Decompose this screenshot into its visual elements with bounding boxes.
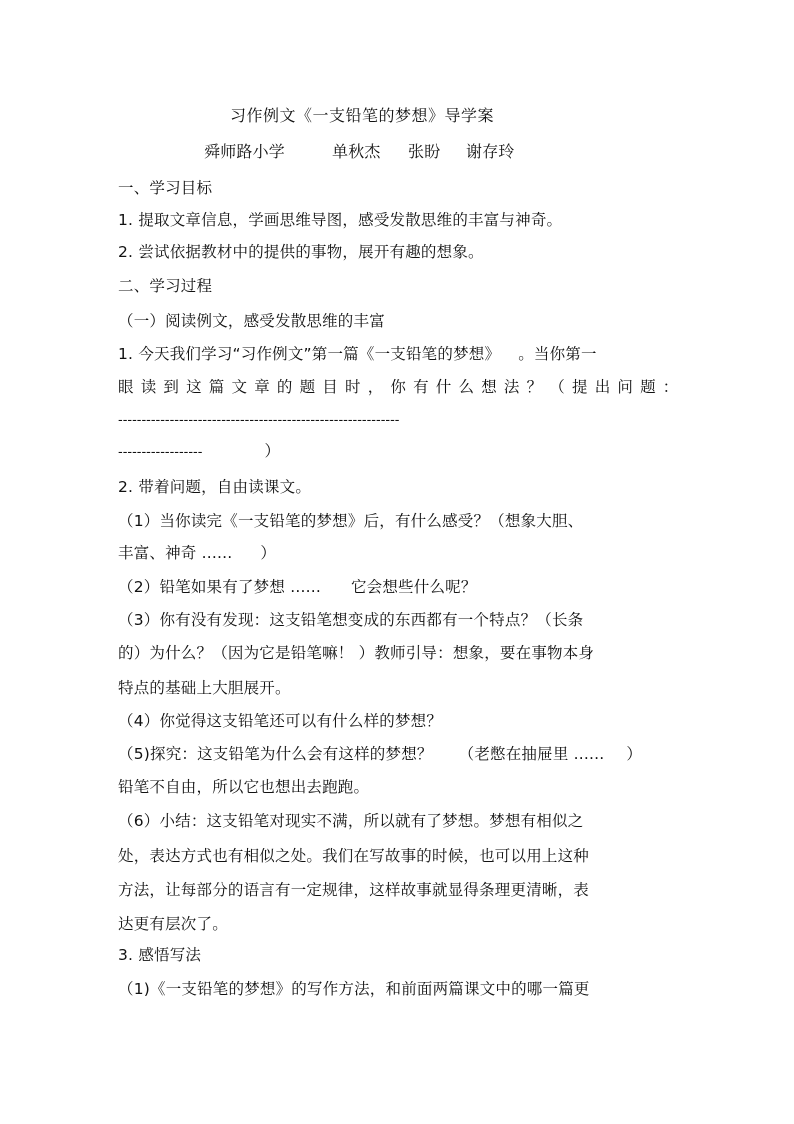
answer-blank-line: ------------------------------------------------------------ bbox=[118, 413, 400, 428]
text-segment: （5)探究：这支铅笔为什么会有这样的梦想？ bbox=[118, 745, 433, 763]
text-segment: ） bbox=[260, 544, 277, 562]
section-heading: 一、学习目标 bbox=[118, 179, 213, 197]
author-line bbox=[204, 142, 515, 162]
paragraph-line bbox=[118, 577, 477, 597]
paragraph-line bbox=[118, 543, 276, 563]
subsection-heading: 3. 感悟写法 bbox=[118, 946, 202, 964]
paragraph-line: 铅笔不自由，所以它也想出去跑跑。 bbox=[118, 778, 370, 796]
paragraph-line: 2. 带着问题，自由读课文。 bbox=[118, 478, 312, 496]
paragraph-line: 眼读到这篇文章的题目时，你有什么想法？（提出问题： bbox=[118, 378, 686, 396]
answer-blank-line: ------------------ bbox=[118, 445, 203, 460]
document-title: 习作例文《一支铅笔的梦想》导学案 bbox=[230, 106, 495, 125]
paragraph-line: 处，表达方式也有相似之处。我们在写故事的时候，也可以用上这种 bbox=[118, 847, 590, 865]
text-segment: ） bbox=[626, 745, 643, 763]
text-segment: （2）铅笔如果有了梦想 ...... bbox=[118, 578, 321, 596]
section-heading: 二、学习过程 bbox=[118, 277, 213, 295]
paragraph-line: （1)《一支铅笔的梦想》的写作方法，和前面两篇课文中的哪一篇更 bbox=[118, 980, 590, 998]
author-name: 单秋杰 bbox=[332, 142, 381, 161]
author-name: 谢存玲 bbox=[466, 142, 515, 161]
text-segment: 。当你第一 bbox=[518, 345, 597, 363]
text-segment: （老憋在抽屉里 ...... bbox=[458, 745, 605, 763]
text-segment: ） bbox=[264, 442, 281, 460]
school-name: 舜师路小学 bbox=[204, 142, 286, 161]
paragraph-line: 方法，让每部分的语言有一定规律，这样故事就显得条理更清晰，表 bbox=[118, 881, 590, 899]
paragraph-line: 2. 尝试依据教材中的提供的事物，展开有趣的想象。 bbox=[118, 243, 484, 261]
paragraph-line: 1. 提取文章信息，学画思维导图，感受发散思维的丰富与神奇。 bbox=[118, 211, 563, 229]
paragraph-line: （3）你有没有发现：这支铅笔想变成的东西都有一个特点？（长条 bbox=[118, 611, 584, 629]
subsection-heading: （一）阅读例文，感受发散思维的丰富 bbox=[118, 312, 385, 330]
paragraph-line: 的）为什么？（因为它是铅笔嘛！ ）教师引导：想象，要在事物本身 bbox=[118, 644, 595, 662]
paragraph-line: 特点的基础上大胆展开。 bbox=[118, 679, 291, 697]
author-name: 张盼 bbox=[408, 142, 441, 161]
paragraph-line: （6）小结：这支铅笔对现实不满，所以就有了梦想。梦想有相似之 bbox=[118, 812, 584, 830]
paragraph-line: 达更有层次了。 bbox=[118, 915, 228, 933]
paragraph-line: （1）当你读完《一支铅笔的梦想》后，有什么感受？（想象大胆、 bbox=[118, 512, 584, 530]
paragraph-line: （4）你觉得这支铅笔还可以有什么样的梦想？ bbox=[118, 712, 443, 730]
paragraph-line bbox=[118, 744, 642, 764]
text-segment: 1. 今天我们学习“习作例文”第一篇《一支铅笔的梦想》 bbox=[118, 345, 501, 363]
text-segment: 丰富、神奇 ...... bbox=[118, 544, 233, 562]
paragraph-line bbox=[118, 344, 597, 364]
text-segment: 它会想些什么呢？ bbox=[350, 578, 477, 596]
paragraph-line bbox=[118, 441, 280, 463]
